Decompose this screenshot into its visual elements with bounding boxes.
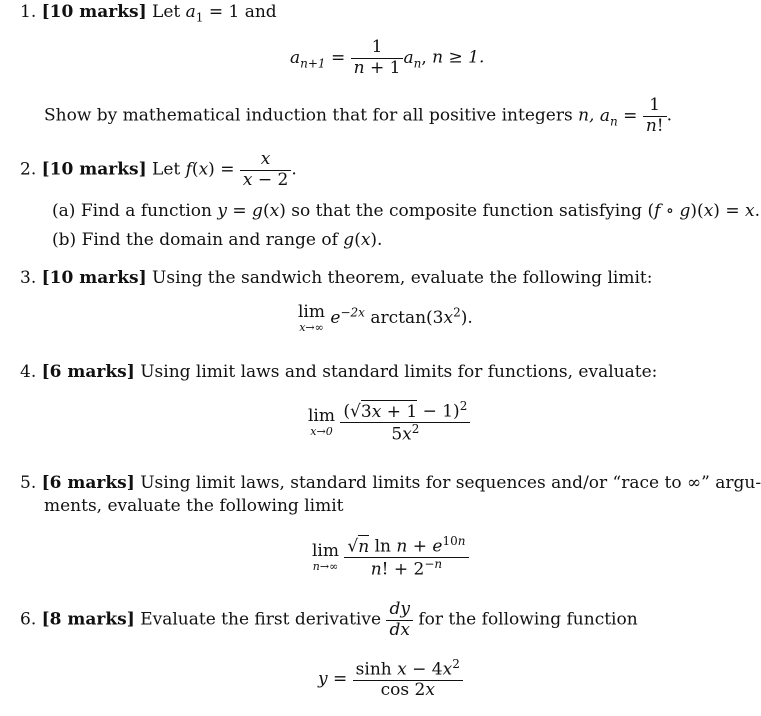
problem-6-formula: [318, 658, 463, 701]
part-b-label: (b): [52, 230, 77, 250]
formula-y-gx: y = g(x): [217, 201, 286, 221]
problem-4-formula: [308, 400, 470, 445]
recurrence-fraction: $\frac{1}{n + 1}$: [351, 38, 404, 78]
problem-2-number: 2.: [20, 159, 37, 180]
problem-5-line2: [44, 496, 343, 516]
problem-2-marks: [10 marks]: [41, 159, 147, 180]
problem-2-part-a: [52, 201, 760, 221]
problem-1-and: and: [244, 2, 277, 22]
problem-1-marks: [10 marks]: [41, 2, 147, 22]
problem-1-n: n,: [578, 105, 595, 126]
formula-gx: g(x).: [343, 230, 383, 250]
recurrence-lhs: $a_{n+1}$ =: [290, 47, 346, 70]
formula-dydx: $\frac{dy}{dx}$: [386, 600, 413, 640]
recurrence-condition: n ≥ 1.: [432, 47, 485, 68]
problem-3-number: 3.: [20, 268, 37, 288]
problem-2-part-b: [52, 230, 382, 250]
formula-fx-lhs: f(x) =: [185, 159, 235, 180]
problem-2-header: 2. [10 marks] Let f(x) = $\frac{x}{x - 2}$ .: [20, 149, 297, 190]
problem-6-header: [20, 600, 638, 640]
formula-sqrt-fraction: $\frac{(√3x + 1 - 1)^2}{5x^2}$: [340, 400, 470, 445]
problem-3-text: Using the sandwich theorem, evaluate the following limit:: [152, 268, 653, 288]
problem-4-text: Using limit laws and standard limits for functions, evaluate:: [140, 362, 658, 382]
formula-composite: (f ∘ g)(x) = x.: [647, 201, 760, 221]
formula-y-lhs: y =: [318, 668, 348, 689]
formula-a1: $a_1 = 1$: [185, 2, 240, 25]
problem-5-text-line1: Using limit laws, standard limits for sequences and/or “race to ∞” argu-: [140, 473, 761, 493]
problem-1-show: Show by mathematical induction that for all positive integers n, $a_n$ = $\frac{1}{n!}$ .: [44, 95, 673, 136]
problem-5-header: [20, 473, 761, 493]
problem-3-marks: [10 marks]: [41, 268, 147, 288]
problem-4-marks: [6 marks]: [41, 362, 135, 382]
limit-operator: lim x→0: [308, 406, 335, 438]
problem-1-show-text: Show by mathematical induction that for all positive integers: [44, 105, 573, 126]
recurrence-an: $a_n$,: [403, 47, 427, 70]
formula-an: $a_n$ =: [599, 105, 638, 128]
problem-6-marks: [8 marks]: [41, 609, 135, 630]
formula-one-over-nfact: $\frac{1}{n!}$: [643, 96, 667, 136]
problem-5-number: 5.: [20, 473, 37, 493]
problem-2-intro: Let: [152, 159, 181, 180]
problem-1-number: 1.: [20, 2, 37, 22]
limit-operator: lim n→∞: [312, 541, 339, 573]
part-b-text: Find the domain and range of: [81, 230, 338, 250]
part-a-text2: so that the composite function satisfying: [291, 201, 643, 221]
part-a-text: Find a function: [80, 201, 212, 221]
problem-6-text-before: Evaluate the first derivative: [140, 609, 382, 630]
problem-3-formula: [298, 304, 473, 333]
problem-5-text-line2: ments, evaluate the following limit: [44, 496, 344, 516]
problem-3-header: [20, 268, 652, 288]
limit-operator: lim x→∞: [298, 302, 325, 334]
problem-1-header: [20, 2, 277, 24]
problem-6-text-after: for the following function: [418, 609, 638, 630]
problem-6-number: 6.: [20, 609, 37, 630]
part-a-label: (a): [52, 201, 76, 221]
problem-5-marks: [6 marks]: [41, 473, 135, 493]
problem-4-header: [20, 362, 657, 382]
formula-fx-fraction: $\frac{x}{x - 2}$: [240, 150, 291, 190]
problem-5-formula: [312, 535, 469, 580]
formula-sinh-fraction: $\frac{\sinh x - 4x^2}{\cos 2x}$: [353, 658, 463, 701]
problem-1-intro: Let: [152, 2, 181, 22]
problem-1-recurrence: [290, 38, 484, 78]
problem-4-number: 4.: [20, 362, 37, 382]
formula-seq-fraction: $\frac{√n \ln n + e^{10n}}{n! + 2^{-n}}$: [344, 535, 468, 580]
formula-exp-arctan: $e^{-2x}$ $\arctan(3x^2)$.: [330, 305, 473, 329]
